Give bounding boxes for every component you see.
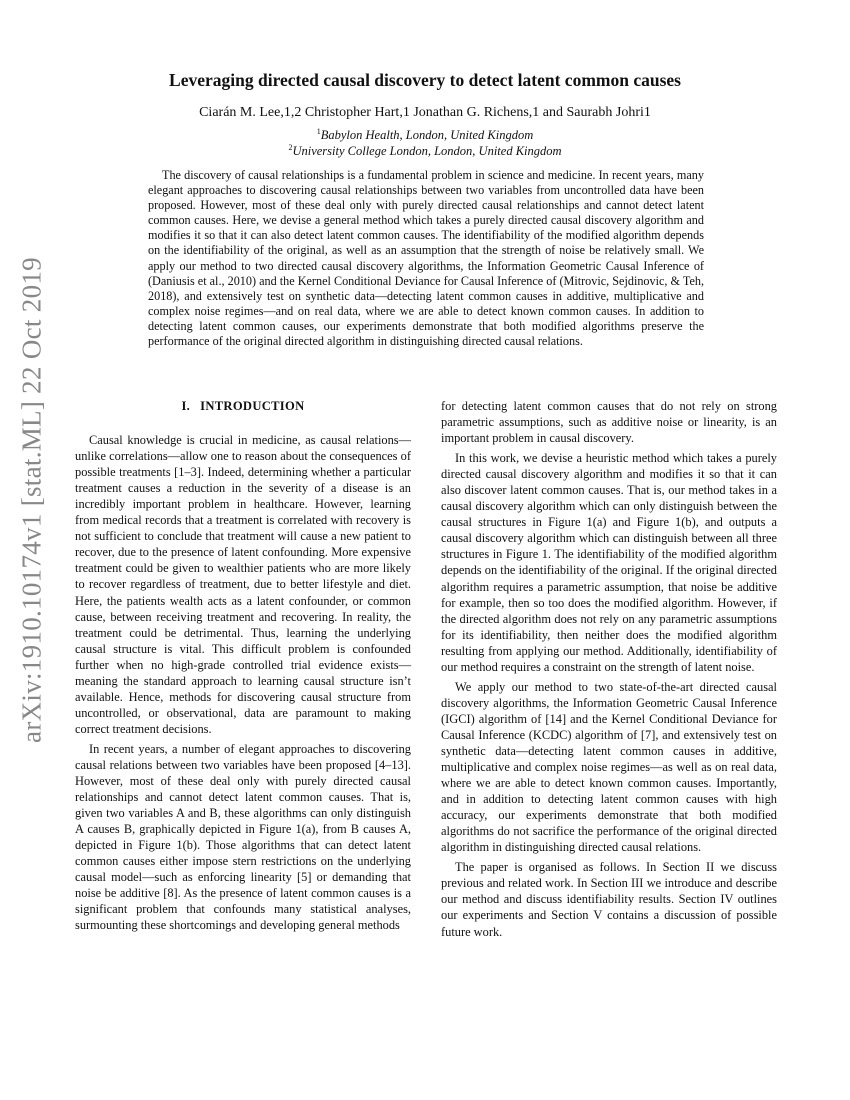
- paragraph: In recent years, a number of elegant approaches to discovering causal relations between two variables have been proposed [4–13]. However, most of these deal only with purely directed causal relationships and cannot detect latent common causes. That is, given two variables A and B, these algorithms can only distinguish A causes B, graphically depicted in Figure 1(a), from B causes A, depicted in Figure 1(b). Those algorithms that can detect latent common causes either impose stern restrictions on the underlying causal model—such as enforcing linearity [5] or demanding that noise be additive [8]. As the presence of latent common causes is a significant problem that confounds many statistical analyses, surmounting these shortcomings and developing general methods: [75, 741, 411, 933]
- paragraph: We apply our method to two state-of-the-art directed causal discovery algorithms, the Information Geometric Causal Inference (IGCI) algorithm of [14] and the Kernel Conditional Deviance for Causal Inference (KCDC) algorithm of [7], and extensively test on synthetic data—detecting latent common causes in additive, multiplicative and complex noise regimes—as well as on real data, where we are able to detect known common causes. Importantly, and in addition to detecting latent common causes with high accuracy, our experiments demonstrate that both modified algorithms do not sacrifice the performance of the original directed algorithm in distinguishing directed causal relations.: [441, 679, 777, 855]
- affiliation-1: [0, 127, 850, 143]
- author-list: [0, 105, 850, 121]
- section-number: I.: [181, 399, 191, 413]
- affiliation-2: [0, 143, 850, 159]
- arxiv-identifier: arXiv:1910.10174v1 [stat.ML] 22 Oct 2019: [16, 257, 47, 743]
- paragraph: The paper is organised as follows. In Section II we discuss previous and related work. In Section III we introduce and describe our method and discuss identifiability results. Section IV outlines our experiments and Section V contains a discussion of possible future work.: [441, 860, 777, 939]
- paragraph: Causal knowledge is crucial in medicine, as causal relations—unlike correlations—allow one to reason about the consequences of possible treatments [1–3]. Indeed, determining whether a particular treatment causes a reduction in the severity of a disease is an incredibly important problem in healthcare. However, learning from medical records that a treatment is correlated with recovery is not sufficient to conclude that treatment will cause a new patient to recover, due to the presence of latent confounding. More expensive treatment could be given to wealthier patients who are more likely to recover regardless of treatment, due to better lifestyle and diet. Here, the patients wealth acts as a latent confounder, or common cause, between receiving treatment and recovering. In reality, the treatment could be detrimental. Thus, learning the underlying causal structure is vital. This difficult problem is confounded further when no high-grade controlled trial evidence exists—meaning the standard approach to learning causal structure isn’t available. Hence, methods for discovering causal structure from uncontrolled, or observational, data are paramount to making correct treatment decisions.: [75, 433, 411, 736]
- left-column: [75, 398, 411, 938]
- affiliation-text: Babylon Health, London, United Kingdom: [320, 128, 534, 143]
- section-title: INTRODUCTION: [200, 399, 305, 413]
- section-heading: [75, 398, 411, 414]
- author-names: Ciarán M. Lee,1,2 Christopher Hart,1 Jonathan G. Richens,1 and Saurabh Johri1: [199, 105, 651, 120]
- affiliation-mark: 2: [288, 143, 293, 152]
- affiliation-text: University College London, London, United Kingdom: [292, 144, 562, 159]
- paragraph: In this work, we devise a heuristic method which takes a purely directed causal discovery algorithm and modifies it so that it can also discover latent common causes. That is, our method takes in a causal discovery algorithm which can only distinguish between the causal structures in Figure 1(a) and Figure 1(b), and outputs a causal discovery algorithm which can distinguish between all three structures in Figure 1. The identifiability of the modified algorithm depends on the identifiability of the original. If the original directed algorithm requires a parametric assumption, that noise be additive for example, then so too does the modified algorithm. However, if the directed algorithm does not rely on any parametric assumptions for its identifiability, then neither does the modified algorithm resulting from applying our method. Additionally, identifiability of our method requires a constraint on the strength of latent noise.: [441, 451, 777, 674]
- paragraph: for detecting latent common causes that do not rely on strong parametric assumptions, such as additive noise or linearity, is an important problem in causal discovery.: [441, 399, 777, 446]
- abstract: The discovery of causal relationships is a fundamental problem in science and medicine. In recent years, many elegant approaches to discovering causal relationships between two variables from uncontrolled data have been proposed. However, most of these deal only with purely directed causal relationships and cannot detect latent common causes. Here, we devise a general method which takes a purely directed causal discovery algorithm and modifies it so that it can also detect latent common causes. The identifiability of the modified algorithm depends on the identifiability of the original, as well as an assumption that the strength of noise be relatively small. We apply our method to two directed causal discovery algorithms, the Information Geometric Causal Inference of (Daniusis et al., 2010) and the Kernel Conditional Deviance for Causal Inference of (Mitrovic, Sejdinovic, & Teh, 2018), and extensively test on synthetic data—detecting latent common causes in additive, multiplicative and complex noise regimes—and on real data, where we are able to detect known common causes. In addition to detecting latent common causes, our experiments demonstrate that both modified algorithms preserve the performance of the original directed algorithm in distinguishing directed causal relations.: [148, 168, 704, 349]
- paper-title: Leveraging directed causal discovery to detect latent common causes: [169, 70, 681, 90]
- right-column: [441, 398, 777, 944]
- affiliation-mark: 1: [316, 127, 321, 136]
- arxiv-side-stamp: [12, 257, 52, 743]
